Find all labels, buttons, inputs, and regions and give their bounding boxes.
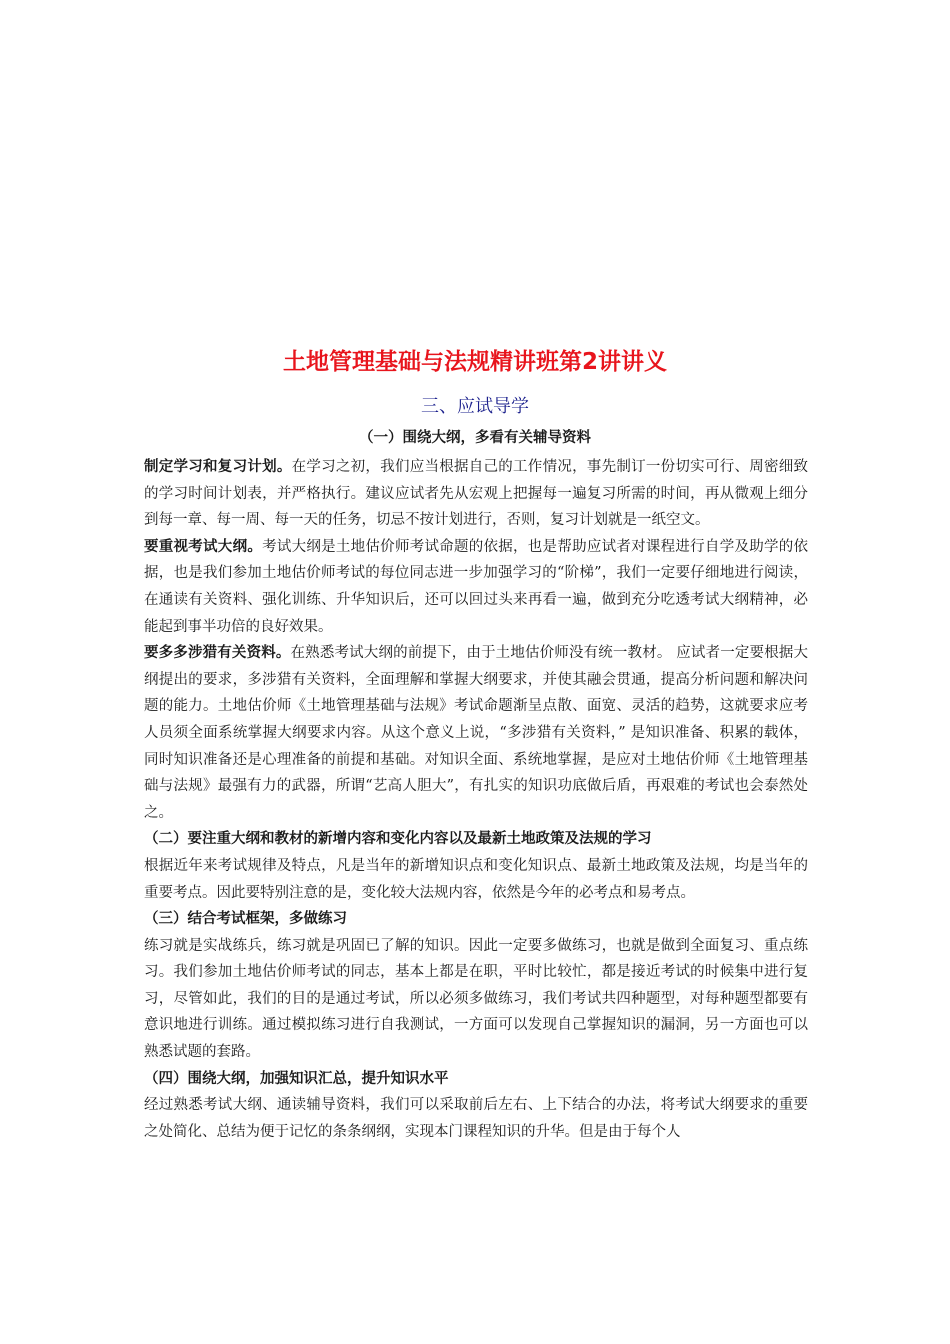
paragraph-lead: 制定学习和复习计划。 — [144, 459, 292, 475]
document-body — [144, 454, 808, 1145]
paragraph-new-content: 根据近年来考试规律及特点，凡是当年的新增知识点和变化知识点、最新土地政策及法规，均是当年的重要考点。因此要特别注意的是，变化较大法规内容，依然是今年的必考点和易考点。 — [144, 857, 808, 901]
paragraph-lead: 要多多涉猎有关资料。 — [144, 645, 291, 662]
paragraph-text: 在熟悉考试大纲的前提下，由于土地估价师没有统一教材。 应试者一定要根据大纲提出的要求，多涉猎有关资料，全面理解和掌握大纲要求，并使其融会贯通，提高分析问题和解决问题的能力。土地估价师《土地管理基础与法规》考试命题渐呈点散、面宽、灵活的趋势，这就要求应考人员须全面系统掌握大纲要求内容。从这个意义上说，“多涉猎有关资料，” 是知识准备、积累的载体，同时知识准备还是心理准备的前提和基础。对知识全面、系统地掌握，是应对土地估价师《土地管理基础与法规》最强有力的武器，所谓“艺高人胆大”，有扎实的知识功底做后盾，再艰难的考试也会泰然处之。 — [144, 645, 808, 821]
paragraph-materials — [144, 640, 808, 826]
paragraph-text: 考试大纲是土地估价师考试命题的依据，也是帮助应试者对课程进行自学及助学的依据，也是我们参加土地估价师考试的每位同志进一步加强学习的“阶梯”，我们一定要仔细地进行阅读，在通读有关资料、强化训练、升华知识后，还可以回过头来再看一遍，做到充分吃透考试大纲精神，必能起到事半功倍的良好效果。 — [144, 538, 808, 635]
paragraph-summary: 经过熟悉考试大纲、通读辅导资料，我们可以采取前后左右、上下结合的办法，将考试大纲要求的重要之处简化、总结为便于记忆的条条纲纲，实现本门课程知识的升华。但是由于每个人 — [144, 1097, 808, 1140]
document-title: 土地管理基础与法规精讲班第2讲讲义 — [282, 349, 667, 375]
subsection-heading-4: （四）围绕大纲，加强知识汇总，提升知识水平 — [144, 1070, 449, 1087]
subsection-heading-1: （一）围绕大纲，多看有关辅导资料 — [359, 430, 591, 446]
subsection-heading-2: （二）要注重大纲和教材的新增内容和变化内容以及最新土地政策及法规的学习 — [144, 831, 652, 848]
paragraph-lead: 要重视考试大纲。 — [144, 538, 263, 555]
paragraph-text: 在学习之初，我们应当根据自己的工作情况，事先制订一份切实可行、周密细致的学习时间计划表，并严格执行。建议应试者先从宏观上把握每一遍复习所需的时间，再从微观上细分到每一章、每一周、每一天的任务，切忌不按计划进行，否则，复习计划就是一纸空文。 — [144, 459, 809, 529]
paragraph-study-plan — [144, 454, 808, 534]
paragraph-practice: 练习就是实战练兵，练习就是巩固已了解的知识。因此一定要多做练习，也就是做到全面复习、重点练习。我们参加土地估价师考试的同志，基本上都是在职，平时比较忙，都是接近考试的时候集中进行复习，尽管如此，我们的目的是通过考试，所以必须多做练习，我们考试共四种题型，对每种题型都要有意识地进行训练。通过模拟练习进行自我测试，一方面可以发现自己掌握知识的漏洞，另一方面也可以熟悉试题的套路。 — [144, 937, 808, 1061]
section-heading: 三、应试导学 — [421, 396, 529, 417]
paragraph-exam-outline — [144, 534, 808, 640]
subsection-heading-3: （三）结合考试框架，多做练习 — [144, 911, 347, 928]
